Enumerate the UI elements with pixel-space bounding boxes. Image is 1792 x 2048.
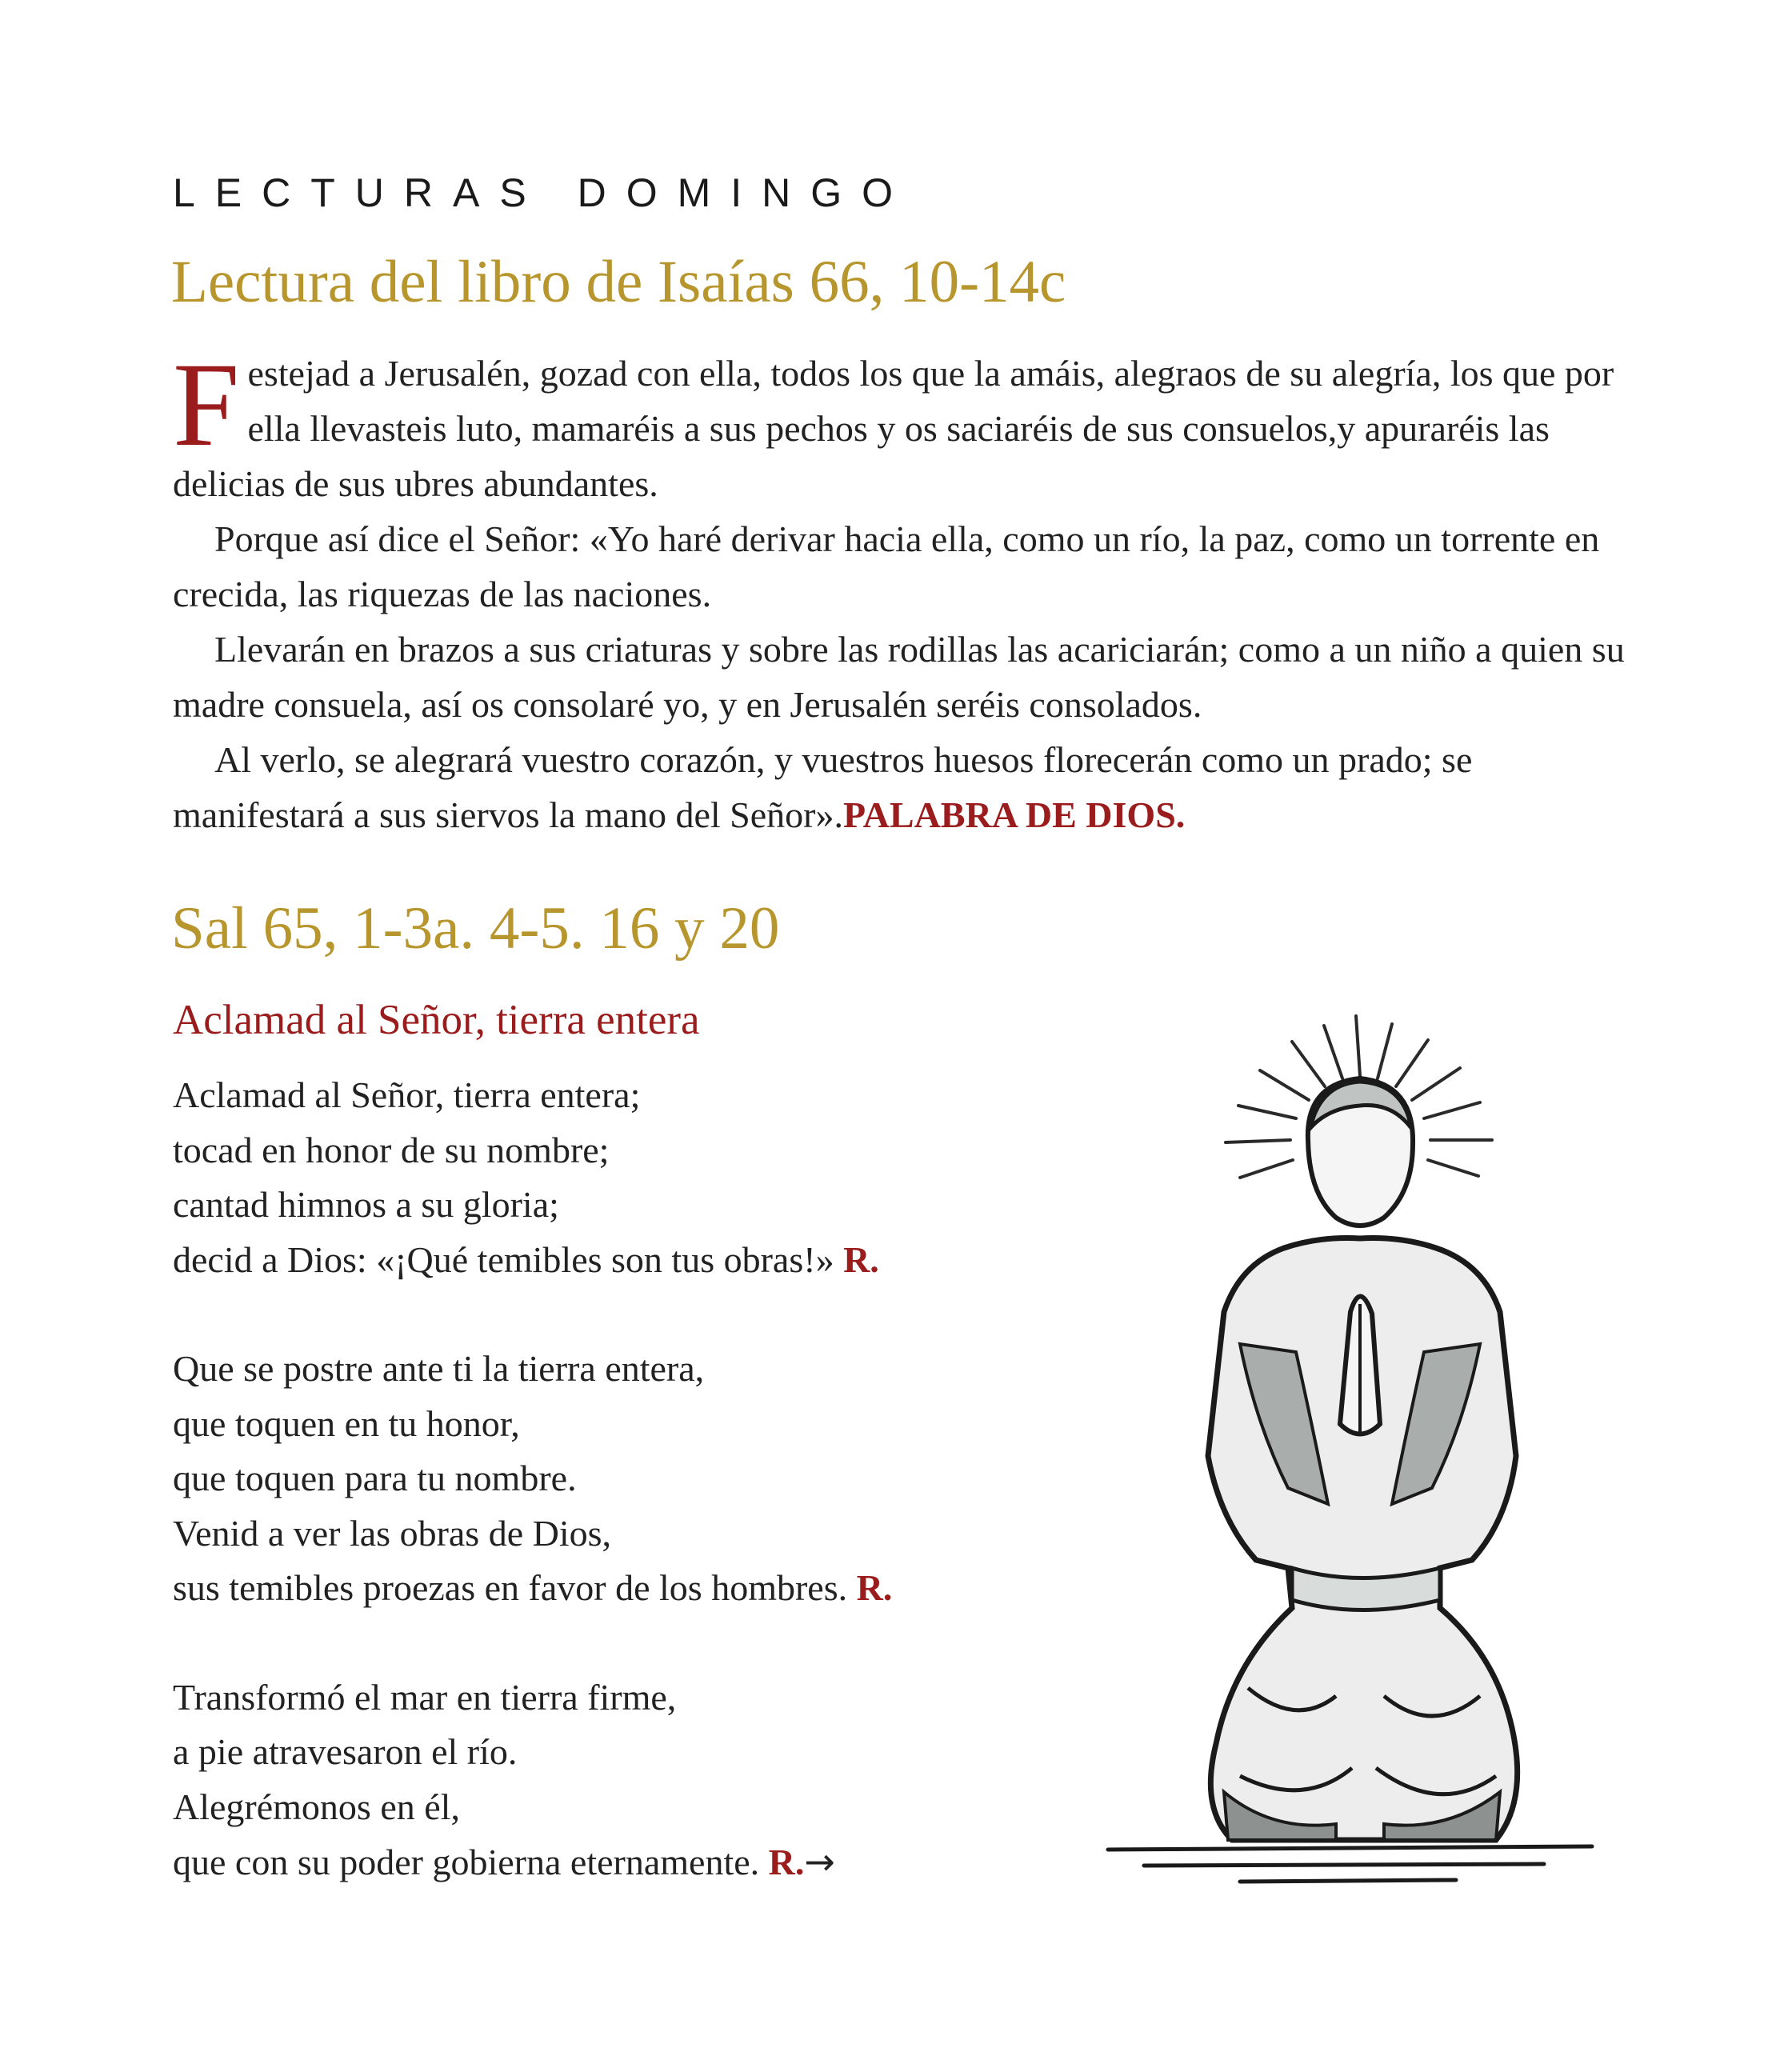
reading-paragraph-text: Llevarán en brazos a sus criaturas y sobre las rodillas las acariciarán; como a un niño a quien su madre consuela, así os consolaré yo, y en Jerusalén seréis consolados. (173, 629, 1625, 725)
psalm-response: Aclamad al Señor, tierra entera (173, 997, 700, 1043)
psalm-line: Transformó el mar en tierra firme, (173, 1676, 677, 1718)
palabra-de-dios: PALABRA DE DIOS. (843, 794, 1186, 835)
reading-paragraph (173, 622, 1629, 732)
psalm-line: que toquen en tu honor, (173, 1402, 520, 1444)
psalm-line: Alegrémonos en él, (173, 1786, 460, 1827)
response-marker: R. (843, 1238, 879, 1280)
reading-paragraph-text: Al verlo, se alegrará vuestro corazón, y vuestros huesos florecerán como un prado; se manifestará a sus siervos la mano del Señor». (173, 739, 1473, 835)
psalm-stanza (173, 1342, 1053, 1616)
drop-cap: F (173, 338, 240, 471)
psalm-line (173, 1834, 1053, 1890)
reading-paragraph-text: estejad a Jerusalén, gozad con ella, todos los que la amáis, alegraos de su alegría, los que por ella llevasteis luto, mamaréis a sus pechos y os saciaréis de sus consuelos,y apuraréis las delicias de sus ubres abundantes. (173, 353, 1614, 504)
psalm-stanza (173, 1670, 1053, 1890)
psalm-line: que toquen para tu nombre. (173, 1458, 577, 1498)
psalm-stanza (173, 1068, 1053, 1287)
reading-paragraph (173, 732, 1629, 842)
reading-paragraph-text: Porque así dice el Señor: «Yo haré derivar hacia ella, como un río, la paz, como un torrente en crecida, las riquezas de las naciones. (173, 518, 1600, 614)
continue-arrow-icon: → (804, 1840, 835, 1883)
psalm-line (173, 1561, 1053, 1616)
psalm-line (173, 1233, 1053, 1288)
psalm-line: a pie atravesaron el río. (173, 1731, 518, 1772)
psalm-line: cantad himnos a su gloria; (173, 1184, 559, 1225)
psalm-line: tocad en honor de su nombre; (173, 1129, 610, 1170)
psalm-line: Que se postre ante ti la tierra entera, (173, 1348, 705, 1389)
reading-paragraph (173, 338, 1629, 511)
response-marker: R. (768, 1842, 805, 1882)
psalm-line-text: sus temibles proezas en favor de los hombres. (173, 1567, 848, 1608)
reading-title: Lectura del libro de Isaías 66, 10-14c (171, 249, 1066, 315)
psalm-line: Aclamad al Señor, tierra entera; (173, 1074, 641, 1115)
psalm-line: Venid a ver las obras de Dios, (173, 1512, 612, 1554)
section-kicker: LECTURAS DOMINGO (173, 170, 914, 215)
reading-paragraph (173, 511, 1629, 622)
response-marker: R. (856, 1567, 893, 1608)
psalm-title: Sal 65, 1-3a. 4-5. 16 y 20 (171, 895, 780, 962)
psalm-line-text: decid a Dios: «¡Qué temibles son tus obras!» (173, 1238, 834, 1280)
praying-figure-icon (1096, 1008, 1616, 1912)
psalm-body (173, 1068, 1053, 1945)
psalm-line-text: que con su poder gobierna eternamente. (173, 1842, 760, 1882)
reading-body (173, 338, 1629, 842)
